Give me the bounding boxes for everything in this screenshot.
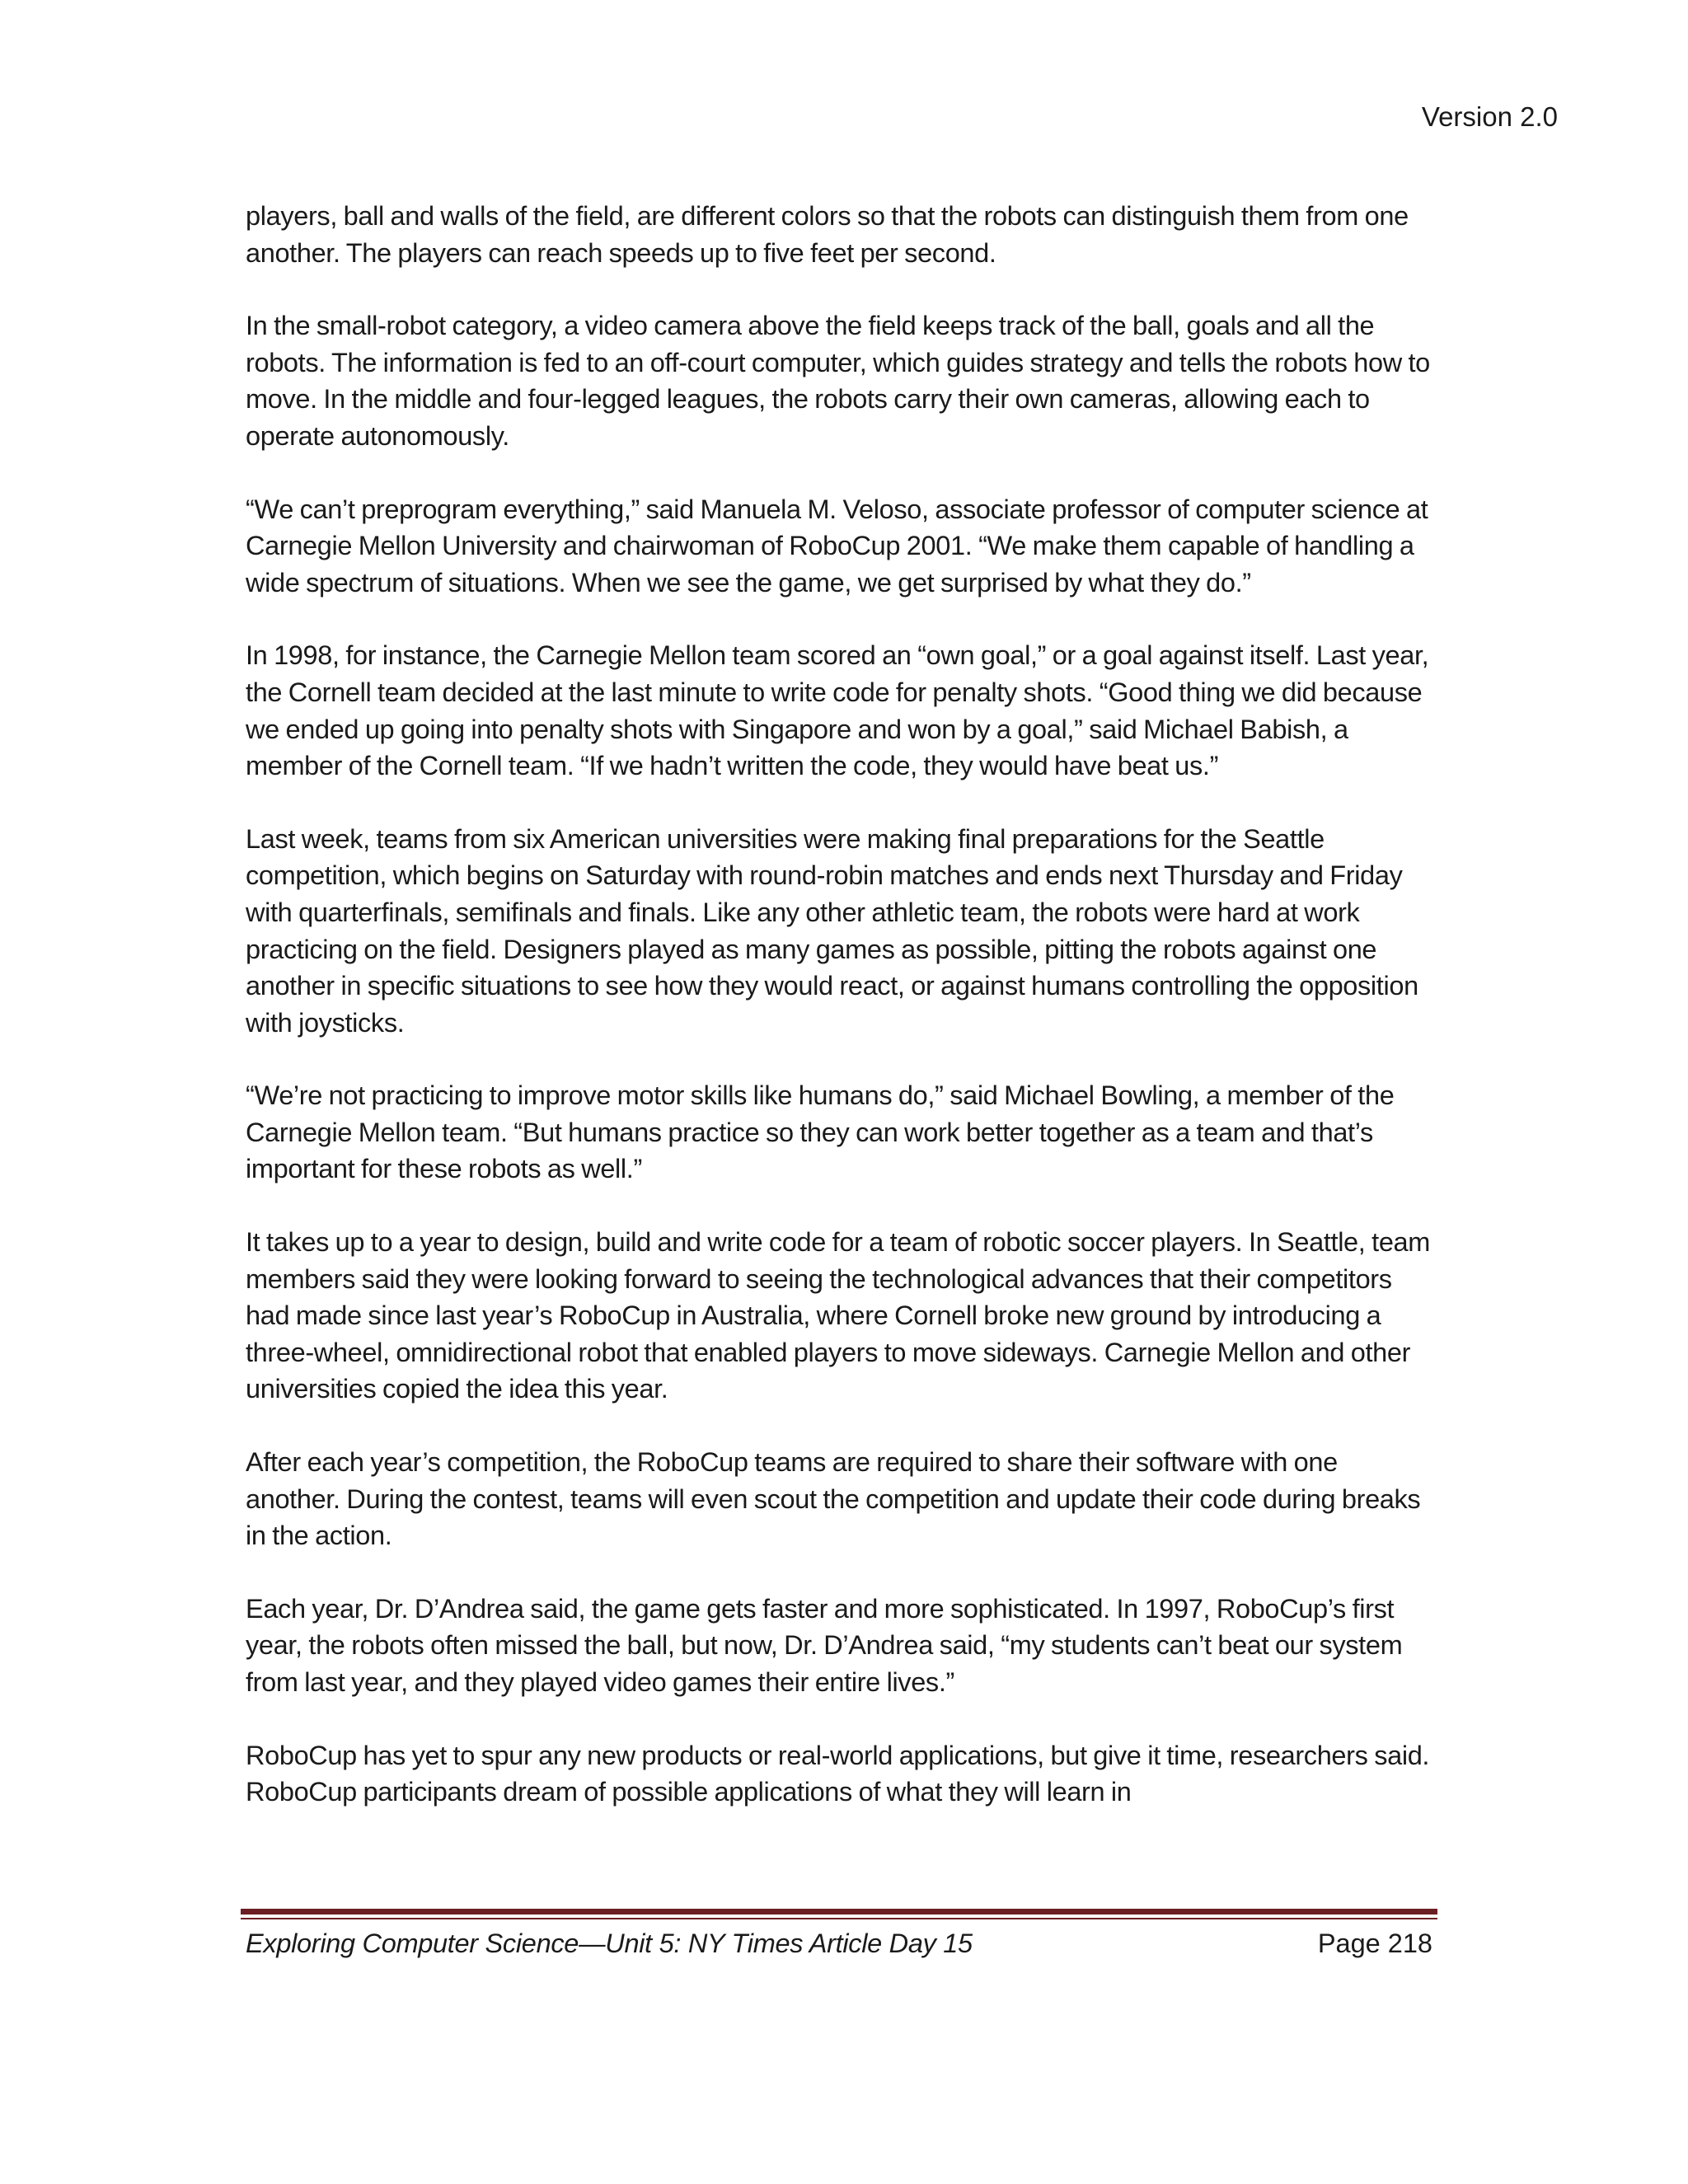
version-label: Version 2.0 bbox=[1421, 101, 1558, 132]
article-body bbox=[246, 198, 1432, 1847]
footer-title: Exploring Computer Science—Unit 5: NY Times Article Day 15 bbox=[246, 1929, 973, 1958]
paragraph-8: After each year’s competition, the RoboCup teams are required to share their software with one another. During the contest, teams will even scout the competition and update their code during breaks in the action. bbox=[246, 1447, 1421, 1551]
paragraph-7: It takes up to a year to design, build and write code for a team of robotic soccer players. In Seattle, team members said they were looking forward to seeing the technological advances that their competitors had made since last year’s RoboCup in Australia, where Cornell broke new ground by introducing a three-wheel, omnidirectional robot that enabled players to move sideways. Carnegie Mellon and other universities copied the idea this year. bbox=[246, 1227, 1430, 1404]
paragraph-10: RoboCup has yet to spur any new products or real-world applications, but give it time, researchers said. RoboCup participants dream of possible applications of what they will learn in bbox=[246, 1740, 1430, 1807]
paragraph-3: “We can’t preprogram everything,” said Manuela M. Veloso, associate professor of computer science at Carnegie Mellon University and chairwoman of RoboCup 2001. “We make them capable of handling a wide spectrum of situations. When we see the game, we get surprised by what they do.” bbox=[246, 494, 1428, 598]
paragraph-1: players, ball and walls of the field, are different colors so that the robots can distinguish them from one another. The players can reach speeds up to five feet per second. bbox=[246, 201, 1409, 268]
page-number: Page 218 bbox=[1317, 1929, 1432, 1958]
paragraph-9: Each year, Dr. D’Andrea said, the game gets faster and more sophisticated. In 1997, RoboCup’s first year, the robots often missed the ball, but now, Dr. D’Andrea said, “my students can’t beat our system from last year, and they played video games their entire lives.” bbox=[246, 1593, 1403, 1697]
paragraph-6: “We’re not practicing to improve motor skills like humans do,” said Michael Bowling, a member of the Carnegie Mellon team. “But humans practice so they can work better together as a team and that’s important for these robots as well.” bbox=[246, 1080, 1395, 1184]
paragraph-4: In 1998, for instance, the Carnegie Mellon team scored an “own goal,” or a goal against itself. Last year, the Cornell team decided at the last minute to write code for penalty shots. “Good thing we did because we ended up going into penalty shots with Singapore and won by a goal,” said Michael Babish, a member of the Cornell team. “If we hadn’t written the code, they would have beat us.” bbox=[246, 640, 1429, 781]
paragraph-2: In the small-robot category, a video camera above the field keeps track of the ball, goals and all the robots. The information is fed to an off-court computer, which guides strategy and tells the robots how to move. In the middle and four-legged leagues, the robots carry their own cameras, allowing each to operate autonomously. bbox=[246, 311, 1430, 451]
footer-rule-thin bbox=[241, 1918, 1437, 1919]
paragraph-5: Last week, teams from six American universities were making final preparations for the Seattle competition, which begins on Saturday with round-robin matches and ends next Thursday and Friday with quarterfinals, semifinals and finals. Like any other athletic team, the robots were hard at work practicing on the field. Designers played as many games as possible, pitting the robots against one another in specific situations to see how they would react, or against humans controlling the opposition with joysticks. bbox=[246, 823, 1418, 1038]
footer-rule-thick bbox=[241, 1909, 1437, 1915]
